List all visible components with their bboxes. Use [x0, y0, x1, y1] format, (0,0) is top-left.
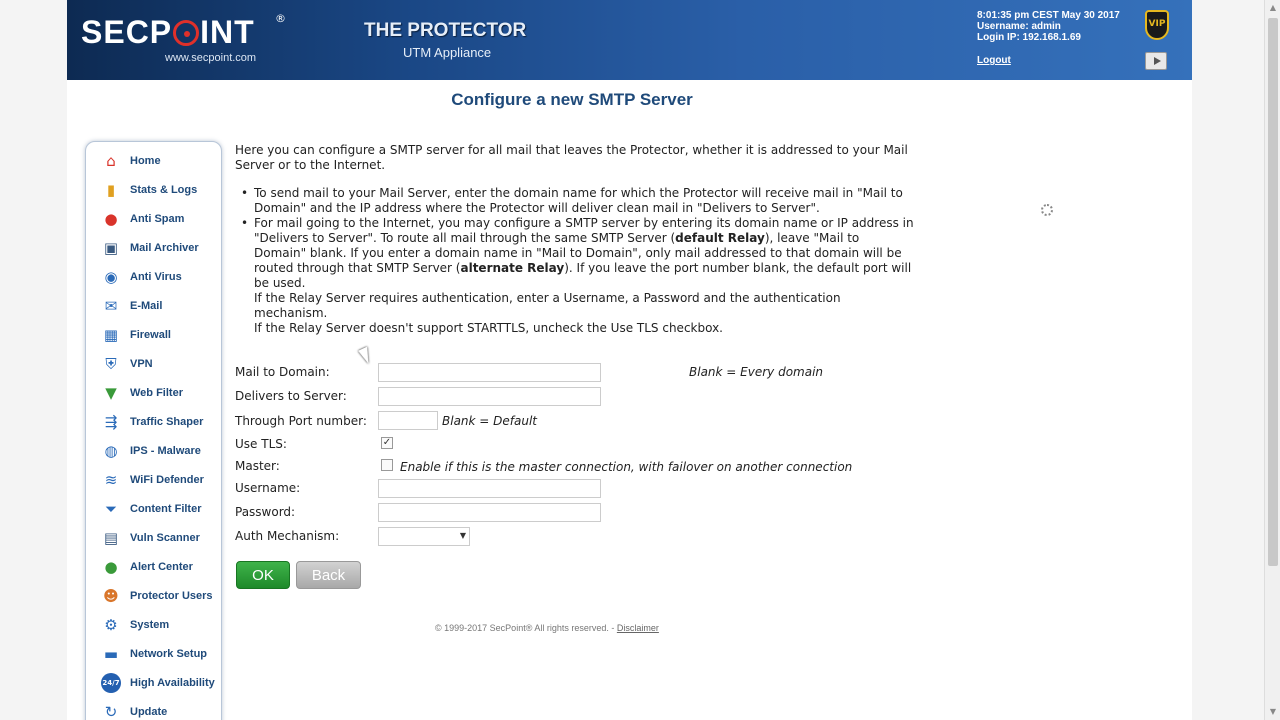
traffic-shaper-icon: ⇶ [104, 412, 118, 431]
sidebar-item-label: Mail Archiver [130, 242, 199, 254]
instruction-mail-server: • To send mail to your Mail Server, enter the domain name for which the Protector will receive mail in "Mail to Domain" and the IP address where the Protector will deliver clean mail in "Delivers to Server". [241, 186, 915, 216]
sidebar-item-network-setup[interactable] [100, 643, 222, 665]
scroll-down-icon[interactable]: ▼ [1269, 707, 1277, 716]
instructions-panel [235, 143, 915, 336]
session-login-ip: Login IP: 192.168.1.69 [977, 32, 1081, 43]
logout-link[interactable]: Logout [977, 55, 1011, 66]
session-info [977, 10, 1120, 43]
back-button[interactable]: Back [296, 561, 361, 589]
instruction-internet: • For mail going to the Internet, you may configure a SMTP server by entering its domain name or IP address in "Delivers to Server". To route all mail through the same SMTP Server (default Relay), leave "Mail to Domain" blank. If you enter a domain name in "Mail to Domain", only mail addressed to that domain will be routed through that SMTP Server (alternate Relay). If you leave the port number blank, the default port will be used. [241, 216, 915, 291]
product-name: THE PROTECTOR [364, 20, 527, 41]
sidebar-item-ips-malware[interactable] [100, 440, 222, 462]
use-tls-label: Use TLS: [235, 437, 287, 451]
sidebar-item-label: IPS - Malware [130, 445, 201, 457]
page-title: Configure a new SMTP Server [451, 90, 693, 109]
intro-text: Here you can configure a SMTP server for all mail that leaves the Protector, whether it is addressed to your Mail Server or to the Internet. [235, 143, 908, 172]
web-filter-icon: ▼ [105, 383, 117, 402]
mail-to-domain-input[interactable] [378, 363, 601, 382]
session-username: Username: admin [977, 21, 1061, 32]
port-number-hint: Blank = Default [442, 414, 538, 428]
sidebar-item-web-filter[interactable] [100, 382, 222, 404]
sidebar-item-label: Anti Spam [130, 213, 185, 225]
master-label: Master: [235, 459, 280, 473]
delivers-to-server-label: Delivers to Server: [235, 389, 347, 403]
system-icon: ⚙ [104, 615, 118, 634]
product-subtitle: UTM Appliance [403, 45, 492, 60]
sidebar-nav [85, 141, 222, 720]
footer [435, 623, 659, 633]
disclaimer-link[interactable]: Disclaimer [616, 623, 659, 633]
username-label: Username: [235, 481, 301, 495]
sidebar-item-label: High Availability [130, 677, 215, 689]
update-icon: ↻ [104, 702, 118, 720]
sidebar-item-label: VPN [130, 358, 153, 370]
ips-malware-icon: ◍ [104, 441, 118, 460]
mail-archiver-icon: ▣ [103, 238, 119, 257]
sidebar-item-traffic-shaper[interactable] [100, 411, 222, 433]
video-play-icon[interactable] [1145, 52, 1167, 70]
password-input[interactable] [378, 503, 601, 522]
sidebar-item-content-filter[interactable] [100, 498, 222, 520]
scroll-up-icon[interactable]: ▲ [1269, 3, 1277, 12]
email-icon: ✉ [104, 296, 118, 315]
secpoint-logo[interactable]: SECP INT [81, 14, 255, 50]
sidebar-item-vuln-scanner[interactable] [100, 527, 222, 549]
home-icon: ⌂ [106, 151, 116, 170]
mouse-cursor-icon [358, 347, 374, 366]
scroll-thumb[interactable] [1268, 18, 1278, 566]
sidebar-item-anti-spam[interactable] [100, 208, 222, 230]
session-datetime: 8:01:35 pm CEST May 30 2017 [977, 10, 1120, 21]
copyright-text: © 1999-2017 SecPoint® All rights reserved. - [435, 623, 617, 633]
sidebar-item-label: Traffic Shaper [130, 416, 204, 428]
loading-spinner-icon [1041, 204, 1053, 216]
vip-badge-icon[interactable]: VIP [1145, 10, 1169, 40]
high-availability-icon [100, 672, 122, 694]
firewall-icon: ▦ [103, 325, 119, 344]
sidebar-item-system[interactable] [100, 614, 222, 636]
auth-mechanism-label: Auth Mechanism: [235, 529, 340, 543]
sidebar-item-label: Alert Center [130, 561, 193, 573]
ok-button[interactable]: OK [236, 561, 290, 589]
stats-icon: ▮ [106, 180, 116, 199]
sidebar-item-label: Protector Users [130, 590, 213, 602]
anti-spam-icon: ● [104, 209, 118, 228]
content-filter-icon: ⏷ [104, 499, 117, 518]
delivers-to-server-input[interactable] [378, 387, 601, 406]
sidebar-item-protector-users[interactable] [100, 585, 222, 607]
instructions-list [241, 186, 915, 336]
note-starttls: If the Relay Server doesn't support STARTTLS, uncheck the Use TLS checkbox. [254, 321, 723, 335]
crosshair-icon [173, 20, 199, 46]
sidebar-item-label: Stats & Logs [130, 184, 198, 196]
sidebar-item-label: Web Filter [130, 387, 183, 399]
sidebar-item-home[interactable] [100, 150, 222, 172]
sidebar-item-label: Network Setup [130, 648, 208, 660]
auth-mechanism-select[interactable] [378, 527, 470, 546]
password-label: Password: [235, 505, 296, 519]
port-number-label: Through Port number: [235, 414, 367, 428]
sidebar-item-label: Content Filter [130, 503, 202, 515]
sidebar-item-label: System [130, 619, 170, 631]
sidebar-item-vpn[interactable] [100, 353, 222, 375]
network-icon: ▬ [103, 644, 119, 663]
anti-virus-icon: ◉ [104, 267, 118, 286]
sidebar-item-update[interactable] [100, 701, 222, 720]
sidebar-item-firewall[interactable] [100, 324, 222, 346]
sidebar-item-mail-archiver[interactable] [100, 237, 222, 259]
users-icon: ☻ [103, 586, 119, 605]
sidebar-item-label: Firewall [130, 329, 171, 341]
wifi-icon: ≋ [104, 470, 118, 489]
sidebar-item-alert-center[interactable] [100, 556, 222, 578]
use-tls-checkbox[interactable]: ✓ [382, 437, 392, 448]
page-margin-right [1192, 0, 1264, 720]
sidebar-item-label: Update [130, 706, 168, 718]
sidebar-item-label: E-Mail [130, 300, 163, 312]
sidebar-item-wifi-defender[interactable] [100, 469, 222, 491]
sidebar-item-label: Anti Virus [130, 271, 182, 283]
sidebar-item-email[interactable] [100, 295, 222, 317]
badge-247: 24/7 [101, 673, 121, 693]
logo-url: www.secpoint.com [165, 52, 257, 64]
page-margin-left [0, 0, 67, 720]
scrollbar[interactable] [1264, 0, 1280, 720]
sidebar-item-anti-virus[interactable] [100, 266, 222, 288]
sidebar-item-stats-logs[interactable] [100, 179, 222, 201]
mail-to-domain-label: Mail to Domain: [235, 365, 330, 379]
sidebar-item-label: WiFi Defender [130, 474, 204, 486]
mail-to-domain-hint: Blank = Every domain [689, 365, 824, 379]
port-number-input[interactable] [378, 411, 438, 430]
master-hint: Enable if this is the master connection, with failover on another connection [400, 460, 853, 474]
sidebar-item-label: Vuln Scanner [130, 532, 200, 544]
master-checkbox[interactable] [381, 459, 393, 471]
vuln-scanner-icon: ▤ [103, 528, 119, 547]
username-input[interactable] [378, 479, 601, 498]
sidebar-item-high-availability[interactable] [100, 672, 222, 694]
note-authentication: If the Relay Server requires authentication, enter a Username, a Password and the authentication mechanism. [254, 291, 841, 320]
chevron-down-icon: ▼ [459, 531, 466, 540]
alert-center-icon: ● [104, 557, 118, 576]
registered-mark: ® [275, 12, 286, 25]
vpn-icon: ⛨ [105, 354, 117, 373]
header-banner [67, 0, 1192, 80]
sidebar-item-label: Home [130, 155, 161, 167]
